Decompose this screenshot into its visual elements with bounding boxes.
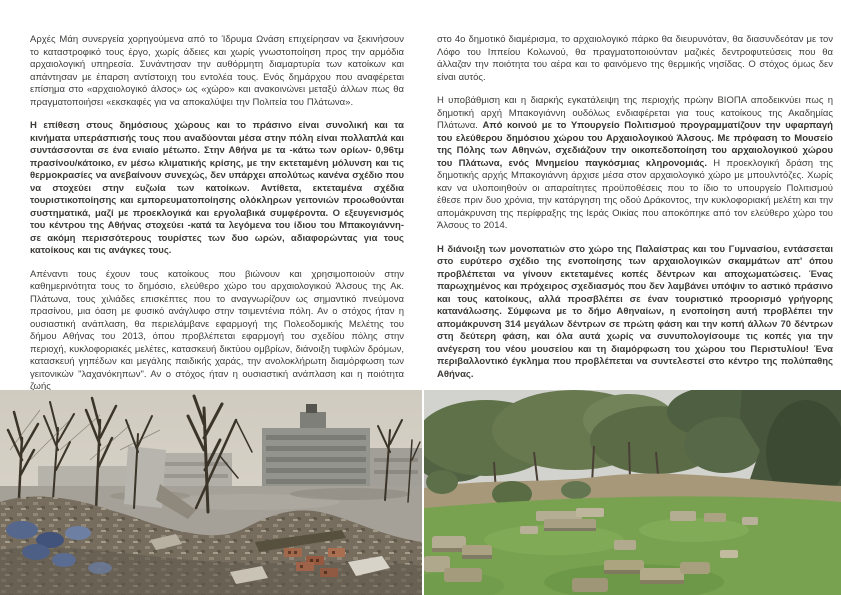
paragraph: [437, 95, 833, 233]
photo-rubble-site: [0, 390, 422, 595]
paragraph: Η επίθεση στους δημόσιους χώρους και το πράσινο είναι συνολική και τα κινήματα υπεράσπισής τους που αναδύονται μέσα στην πόλη είναι πολλαπλά και συντάσσονται σε ένα ενιαίο μέτωπο. Στην Αθήνα με τα -κάτω των ορίων- 0,96τμ πρασίνου/κάτοικο, εν μέσω κλιματικής κρίσης, με την εκτεταμένη μόλυνση και τις θερμοκρασίες να ανεβαίνουν συνεχώς, δεν υπάρχει απολύτως κανένα σχέδιο που να στοχεύει στην ευζωία των κατοίκων. Αντίθετα, εκτεταμένα σχέδια τουριστικοποίησης και εμπορευματοποίησης ολόκληρων γειτονιών προωθούνται συστηματικά, μαζί με προεκλογικά και εργολαβικά συμφέροντα. Ο εξευγενισμός του κέντρου της Αθήνας στοχεύει -κατά τα λεγόμενα του ίδιου του Μπακογιάννη- σε ακόμη περισσότερους τουρίστες των δυο ωρών, αδιαφορώντας για τους κατοίκους και τις ανάγκες τους.: [30, 120, 404, 256]
paragraph: Αρχές Μάη συνεργεία χορηγούμενα από το Ίδρυμα Ωνάση επιχείρησαν να ξεκινήσουν το καταστροφικό τους έργο, χωρίς άδειες και χωρίς γνωστοποίηση προς την αρμόδια αρχαιολογική υπηρεσία. Συνάντησαν την αυθόρμητη διαμαρτυρία των κατοίκων και απάντησαν με έπαρση αντίστοιχη του εντολέα τους. Ενός δημάρχου που αναφέρεται επίσημα στο «αρχαιολογικό άλσος» ως «χώρο» και ανακοινώνει μεταξύ άλλων πως θα πραγματοποιήσει «εκσκαφές για να αποκαλύψει την Πολιτεία του Πλάτωνα».: [30, 34, 404, 108]
text-run: Η υποβάθμιση και η διαρκής εγκατάλειψη της περιοχής πρώην ΒΙΟΠΑ αποδεικνύει πως η δημοτική αρχή Μπακογιάννη ουδόλως ενδιαφέρεται για τους κατοίκους της Ακαδημίας Πλάτωνα.: [437, 95, 833, 131]
left-column: [30, 34, 404, 390]
park-photo-image: [424, 390, 841, 595]
text-run: Η προεκλογική δράση της δημοτικής αρχής Μπακογιάννη άρχισε μέσα στον αρχαιολογικό χώρο με μπουλντόζες. Χωρίς καν να υλοποιηθούν οι απαραίτητες προϋποθέσεις που το ίδιο το υπουργείο Πολιτισμού έθεσε πριν δυο χρόνια, την κατάργηση της οδού Δράκοντος, την κυκλοφοριακή μελέτη και την απομάκρυνση της περίφραξης της Ιεράς Οικίας που αποκόπηκε από τον ελεύθερο χώρο του Άλσους το 2014.: [437, 157, 833, 231]
paragraph: Η διάνοιξη των μονοπατιών στο χώρο της Παλαίστρας και του Γυμνασίου, εντάσσεται στο ευρύτερο σχέδιο της ενοποίησης των αρχαιολογικών σκαμμάτων απ' όπου προβλέπεται να γίνουν εκτεταμένες κοπές δέντρων και αποχωματώσεις. Ένας παρωχημένος και πρόχειρος σχεδιασμός που δεν λαμβάνει υπόψιν το αστικό πράσινο και τους κατοίκους, αλλά προσβλέπει σε έναν τουριστικό προορισμό γρήγορης κατανάλωσης. Σύμφωνα με το δήμο Αθηναίων, η ενοποίηση αυτή προβλέπει την απομάκρυνση 314 μεγάλων δέντρων σε πρώτη φάση και την κοπή άλλων 70 δέντρων στη δεύτερη φάση, και όλα αυτά χωρίς να συνυπολογίσουμε τις κοπές για την ανέγερση του νέου μουσείου και τη διαμόρφωση του χώρου του Περιστυλίου! Ένα περιβαλλοντικό έγκλημα που προβλέπεται να συντελεστεί στο κέντρο της πολύπαθης Αθήνας.: [437, 243, 833, 380]
rubble-photo-image: [0, 390, 422, 595]
paragraph: στο 4ο δημοτικό διαμέρισμα, το αρχαιολογικό πάρκο θα διευρυνόταν, θα διασυνδεόταν με τον Λόφο του Ιππείου Κολωνού, θα πραγματοποιούνταν μαζικές δεντροφυτεύσεις που θα άλλαζαν την ποιότητα του αέρα και το φαινόμενο της θερμικής νησίδας. Ο στόχος όμως δεν είναι αυτός.: [437, 34, 833, 83]
text-run-bold: Από κοινού με το Υπουργείο Πολιτισμού προγραμματίζουν την υφαρπαγή του ελεύθερου δημόσιου χώρου του Αρχαιολογικού Άλσους. Με πρόφαση το Μουσείο της Πόλης των Αθηνών, σχεδιάζουν την οικοπεδοποίηση του αρχαιολογικού χώρου του Πλάτωνα, ενός Μνημείου παγκόσμιας κληρονομιάς.: [437, 120, 833, 169]
photo-park-ruins: [424, 390, 841, 595]
paragraph: Απέναντι τους έχουν τους κατοίκους που βιώνουν και χρησιμοποιούν στην καθημερινότητα τους το δημόσιο, ελεύθερο χώρο του αρχαιολογικού Άλσους της Ακ. Πλάτωνα, τους χιλιάδες επισκέπτες που το αναγνωρίζουν ως σημαντικό πνεύμονα πρασίνου, μια όαση με φυσικό ανάγλυφο στην τσιμεντένια πόλη. Αν ο στόχος ήταν η ουσιαστική ανάπλαση, θα περιελάμβανε εφαρμογή της Πολεοδομικής Μελέτης του δήμου Αθήνας του 2013, όπου προβλέπεται εφαρμογή του σχεδίου πόλης στην περιοχή, κυκλοφοριακές μελέτες, κατασκευή δικτύου ομβρίων, διάνοιξη τυφλών δρόμων, κατασκευή γηπέδων και μεγάλης παιδικής χαράς, την ανολοκλήρωτη διαμόρφωση των γειτονικών "λαχανόκηπων". Αν ο στόχος ήταν η ουσιαστική ανάπλαση και η ποιότητα ζωής: [30, 268, 404, 390]
right-column: [437, 34, 833, 390]
